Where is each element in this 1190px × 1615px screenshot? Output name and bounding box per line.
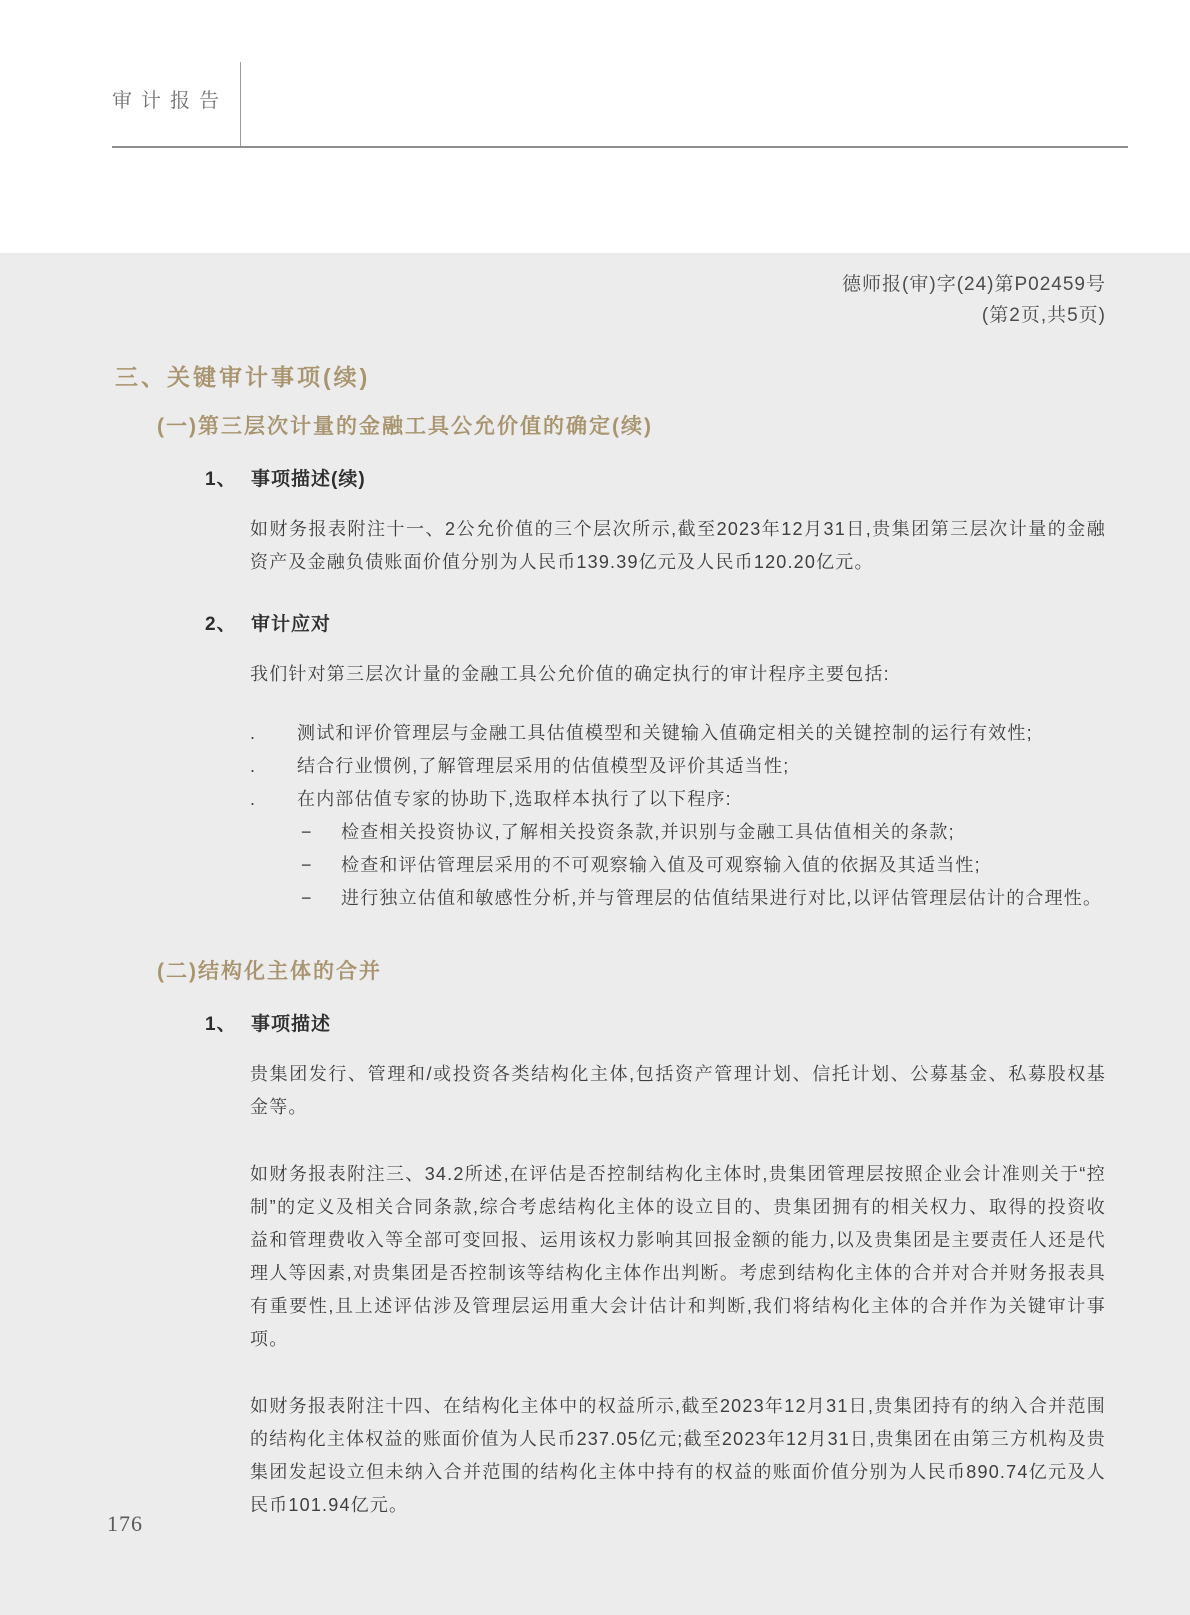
- dash-marker: −: [301, 822, 313, 842]
- sub-list-item: [301, 882, 1106, 915]
- audit-procedures-list: [250, 717, 1106, 915]
- sub1-item-2-heading: [205, 609, 1190, 636]
- sub2-paragraph-1: 贵集团发行、管理和/或投资各类结构化主体,包括资产管理计划、信托计划、公募基金、私募股权基金等。: [250, 1064, 1106, 1117]
- bullet-marker: .: [250, 723, 257, 743]
- subsection-2-title: (二)结构化主体的合并: [157, 960, 382, 983]
- item-title: 审计应对: [251, 614, 332, 635]
- bullet-marker: .: [250, 789, 257, 809]
- bullet-text: 测试和评价管理层与金融工具估值模型和关键输入值确定相关的关键控制的运行有效性;: [297, 723, 1033, 743]
- header-horizontal-rule: [112, 146, 1128, 148]
- sub1-item-2-intro: 我们针对第三层次计量的金融工具公允价值的确定执行的审计程序主要包括:: [250, 664, 890, 684]
- sub-bullet-text: 检查相关投资协议,了解相关投资条款,并识别与金融工具估值相关的条款;: [341, 822, 955, 842]
- item-title: 事项描述: [251, 1014, 332, 1035]
- bullet-text: 在内部估值专家的协助下,选取样本执行了以下程序:: [297, 789, 732, 809]
- sub-bullet-text: 检查和评估管理层采用的不可观察输入值及可观察输入值的依据及其适当性;: [341, 855, 981, 875]
- dash-marker: −: [301, 855, 313, 875]
- list-item: [250, 717, 1106, 750]
- page-info: (第2页,共5页): [981, 305, 1106, 326]
- sub2-item-1-heading: [205, 1009, 1190, 1036]
- bullet-text: 结合行业惯例,了解管理层采用的估值模型及评价其适当性;: [297, 756, 790, 776]
- document-reference: [0, 269, 1106, 331]
- bullet-marker: .: [250, 756, 257, 776]
- sub2-paragraph-2: 如财务报表附注三、34.2所述,在评估是否控制结构化主体时,贵集团管理层按照企业会计准则关于“控制”的定义及相关合同条款,综合考虑结构化主体的设立目的、贵集团拥有的相关权力、取得的投资收益和管理费收入等全部可变回报、运用该权力影响其回报金额的能力,以及贵集团是主要责任人还是代理人等因素,对贵集团是否控制该等结构化主体作出判断。考虑到结构化主体的合并对合并财务报表具有重要性,且上述评估涉及管理层运用重大会计估计和判断,我们将结构化主体的合并作为关键审计事项。: [250, 1164, 1106, 1349]
- header-vertical-divider: [240, 62, 241, 146]
- sub-list-item: [301, 849, 1106, 882]
- item-number: 1、: [205, 469, 237, 490]
- sub2-paragraph-3: 如财务报表附注十四、在结构化主体中的权益所示,截至2023年12月31日,贵集团持有的纳入合并范围的结构化主体权益的账面价值为人民币237.05亿元;截至2023年12月31日,贵集团在由第三方机构及贵集团发起设立但未纳入合并范围的结构化主体中持有的权益的账面价值分别为人民币890.74亿元及人民币101.94亿元。: [250, 1396, 1106, 1515]
- item-number: 1、: [205, 1014, 237, 1035]
- sub-list-item: [301, 816, 1106, 849]
- report-header-title: 审计报告: [112, 90, 228, 112]
- subsection-1-title: (一)第三层次计量的金融工具公允价值的确定(续): [157, 415, 653, 438]
- content-area: [0, 253, 1190, 1615]
- list-item: [250, 783, 1106, 816]
- sub-bullet-text: 进行独立估值和敏感性分析,并与管理层的估值结果进行对比,以评估管理层估计的合理性。: [341, 888, 1103, 908]
- list-item: [250, 750, 1106, 783]
- sub1-item-1-paragraph: 如财务报表附注十一、2公允价值的三个层次所示,截至2023年12月31日,贵集团第三层次计量的金融资产及金融负债账面价值分别为人民币139.39亿元及人民币120.20亿元。: [250, 519, 1106, 572]
- document-number: 德师报(审)字(24)第P02459号: [842, 274, 1106, 295]
- item-title: 事项描述(续): [251, 469, 366, 490]
- item-number: 2、: [205, 614, 237, 635]
- footer-page-number: 176: [107, 1511, 143, 1536]
- sub1-item-1-heading: [205, 464, 1190, 491]
- section-title: 三、关键审计事项(续): [115, 364, 371, 390]
- dash-marker: −: [301, 888, 313, 908]
